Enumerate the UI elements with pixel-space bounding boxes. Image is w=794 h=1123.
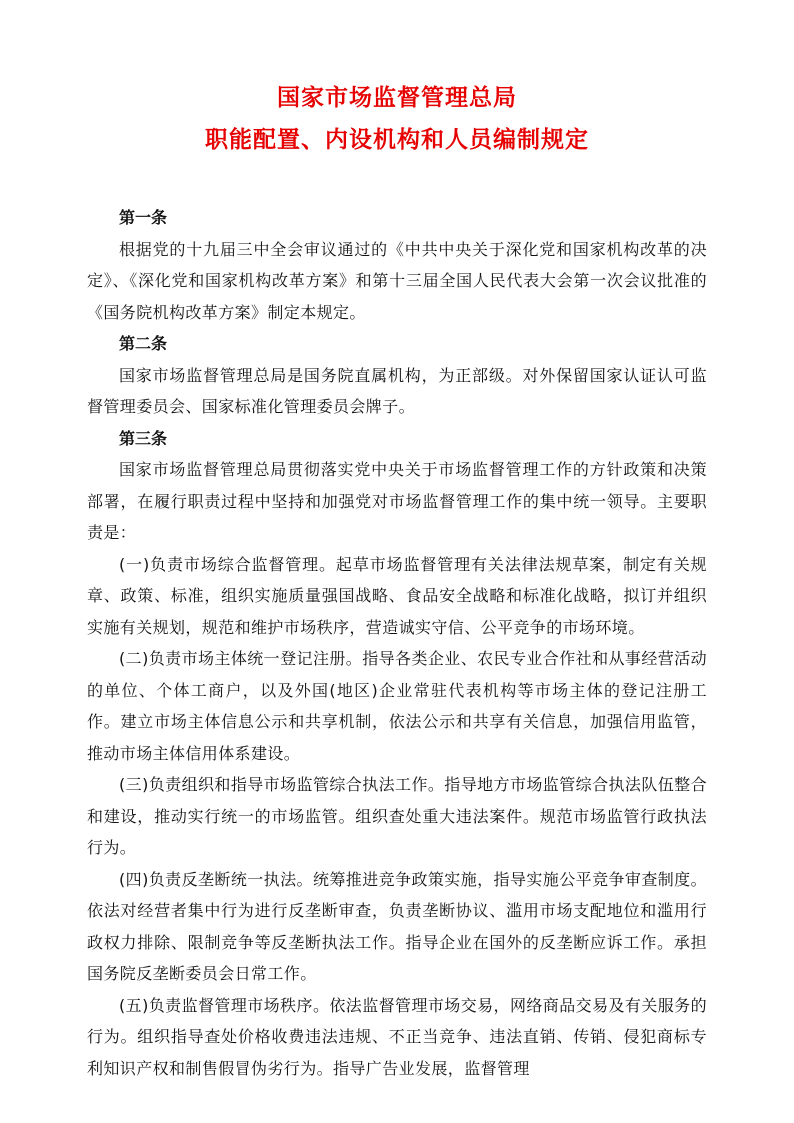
article-paragraph: 根据党的十九届三中全会审议通过的《中共中央关于深化党和国家机构改革的决定》、《深化党和国家机构改革方案》和第十三届全国人民代表大会第一次会议批准的《国务院机构改革方案》制定本规定。 xyxy=(87,239,707,322)
article-heading: 第二条 xyxy=(119,334,168,353)
document-body xyxy=(87,202,707,1084)
title-line-2: 职能配置、内设机构和人员编制规定 xyxy=(205,126,589,153)
duty-paragraph: (一)负责市场综合监督管理。起草市场监督管理有关法律法规草案，制定有关规章、政策、标准，组织实施质量强国战略、食品安全战略和标准化战略，拟订并组织实施有关规划，规范和维护市场秩序，营造诚实守信、公平竞争的市场环境。 xyxy=(87,554,707,637)
article-paragraph: 国家市场监督管理总局贯彻落实党中央关于市场监督管理工作的方针政策和决策部署，在履行职责过程中坚持和加强党对市场监督管理工作的集中统一领导。主要职责是： xyxy=(87,460,707,542)
duty-paragraph: (四)负责反垄断统一执法。统筹推进竞争政策实施，指导实施公平竞争审查制度。依法对经营者集中行为进行反垄断审查，负责垄断协议、滥用市场支配地位和滥用行政权力排除、限制竞争等反垄断执法工作。指导企业在国外的反垄断应诉工作。承担国务院反垄断委员会日常工作。 xyxy=(87,869,707,983)
article-paragraph: 国家市场监督管理总局是国务院直属机构，为正部级。对外保留国家认证认可监督管理委员会、国家标准化管理委员会牌子。 xyxy=(87,365,707,416)
document-title xyxy=(0,80,794,158)
article-heading: 第三条 xyxy=(119,428,168,448)
article-heading: 第一条 xyxy=(119,208,168,227)
duty-paragraph: (三)负责组织和指导市场监管综合执法工作。指导地方市场监管综合执法队伍整合和建设，推动实行统一的市场监管。组织查处重大违法案件。规范市场监管行政执法行为。 xyxy=(87,775,707,857)
duty-paragraph: (二)负责市场主体统一登记注册。指导各类企业、农民专业合作社和从事经营活动的单位、个体工商户，以及外国(地区)企业常驻代表机构等市场主体的登记注册工作。建立市场主体信息公示和共享机制，依法公示和共享有关信息，加强信用监管，推动市场主体信用体系建设。 xyxy=(87,649,707,763)
title-line-1: 国家市场监督管理总局 xyxy=(277,84,517,111)
duty-paragraph: (五)负责监督管理市场秩序。依法监督管理市场交易，网络商品交易及有关服务的行为。组织指导查处价格收费违法违规、不正当竞争、违法直销、传销、侵犯商标专利知识产权和制售假冒伪劣行为。指导广告业发展，监督管理 xyxy=(87,995,707,1078)
